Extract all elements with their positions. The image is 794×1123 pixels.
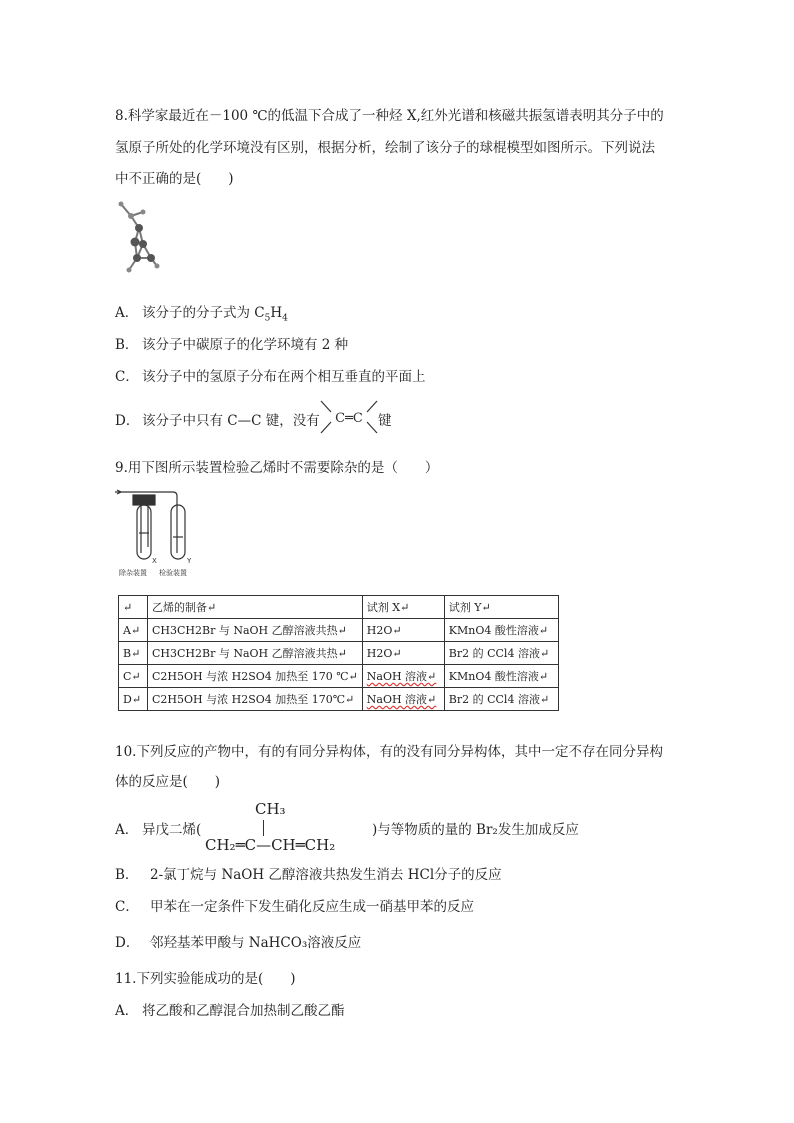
table-cell: C2H5OH 与浓 H2SO4 加热至 170℃↵: [148, 688, 363, 711]
table-header-cell: ↵: [119, 596, 148, 619]
table-cell: C↵: [119, 665, 148, 688]
isoprene-structure: [205, 800, 375, 860]
q8-option-d: D． 该分子中只有 C—C 键，没有: [115, 413, 320, 429]
table-cell: Br2 的 CCl4 溶液↵: [444, 642, 558, 665]
table-cell: D↵: [119, 688, 148, 711]
q8-stem-line3: 中不正确的是( ): [115, 171, 234, 187]
table-cell: H2O↵: [362, 619, 444, 642]
table-row: [119, 619, 559, 642]
q10-option-a-post: )与等物质的量的 Br₂发生加成反应: [372, 822, 579, 838]
table-cell: KMnO4 酸性溶液↵: [444, 619, 558, 642]
table-cell: NaOH 溶液↵: [362, 688, 444, 711]
table-cell: CH3CH2Br 与 NaOH 乙醇溶液共热↵: [148, 619, 363, 642]
table-header-cell: 试剂 Y↵: [444, 596, 558, 619]
table-cell: H2O↵: [362, 642, 444, 665]
q8-option-d-end: 键: [378, 413, 392, 429]
table-header-cell: 乙烯的制备↵: [148, 596, 363, 619]
q11-option-a: A． 将乙酸和乙醇混合加热制乙酸乙酯: [115, 1003, 345, 1019]
q10-option-a: A． 异戊二烯(: [115, 822, 202, 838]
q8-option-b: B． 该分子中碳原子的化学环境有 2 种: [115, 337, 349, 353]
isoprene-main-chain-label: CH₂═C—CH═CH₂: [205, 836, 336, 854]
q10-option-b: B． 2-氯丁烷与 NaOH 乙醇溶液共热发生消去 HCl分子的反应: [115, 867, 502, 883]
table-cell: C2H5OH 与浓 H2SO4 加热至 170 ℃↵: [148, 665, 363, 688]
cc-double-bond-structure: [318, 398, 380, 436]
apparatus-caption-left: 除杂装置: [119, 569, 147, 577]
table-cell: NaOH 溶液↵: [362, 665, 444, 688]
isoprene-bond-line: [263, 820, 264, 836]
apparatus-y-label: Y: [187, 557, 192, 565]
table-row: [119, 665, 559, 688]
apparatus-x-label: X: [152, 557, 157, 565]
q8-option-c: C． 该分子中的氢原子分布在两个相互垂直的平面上: [115, 369, 426, 385]
q10-option-c: C． 甲苯在一定条件下发生硝化反应生成一硝基甲苯的反应: [115, 899, 474, 915]
q10-option-d: D． 邻羟基苯甲酸与 NaHCO₃溶液反应: [115, 935, 362, 951]
q8-option-a: A． 该分子的分子式为 $C_5H_4$: [115, 305, 288, 324]
q9-stem: 9.用下图所示装置检验乙烯时不需要除杂的是（ ）: [115, 460, 439, 476]
isoprene-methyl-label: CH₃: [255, 800, 286, 818]
q10-stem-line1: 10.下列反应的产物中，有的有同分异构体，有的没有同分异构体，其中一定不存在同分异构: [115, 744, 663, 760]
table-header-cell: 试剂 X↵: [362, 596, 444, 619]
apparatus-diagram-image: [115, 485, 205, 580]
table-cell: KMnO4 酸性溶液↵: [444, 665, 558, 688]
reagent-table: [118, 595, 559, 711]
table-cell: A↵: [119, 619, 148, 642]
cc-double-bond-label: C═C: [335, 411, 363, 426]
q8-stem-line1: 8.科学家最近在－100 ℃的低温下合成了一种烃 X,红外光谱和核磁共振氢谱表明其分子中的: [115, 108, 664, 124]
table-cell: Br2 的 CCl4 溶液↵: [444, 688, 558, 711]
table-cell: B↵: [119, 642, 148, 665]
q11-stem: 11.下列实验能成功的是( ): [115, 971, 296, 987]
table-cell: CH3CH2Br 与 NaOH 乙醇溶液共热↵: [148, 642, 363, 665]
q8-stem-line2: 氢原子所处的化学环境没有区别，根据分析，绘制了该分子的球棍模型如图所示。下列说法: [115, 140, 655, 156]
ball-and-stick-molecule-image: [113, 198, 173, 288]
table-row: [119, 642, 559, 665]
table-header-row: [119, 596, 559, 619]
apparatus-caption-right: 检验装置: [159, 569, 187, 577]
table-row: [119, 688, 559, 711]
q10-stem-line2: 体的反应是( ): [115, 774, 221, 790]
